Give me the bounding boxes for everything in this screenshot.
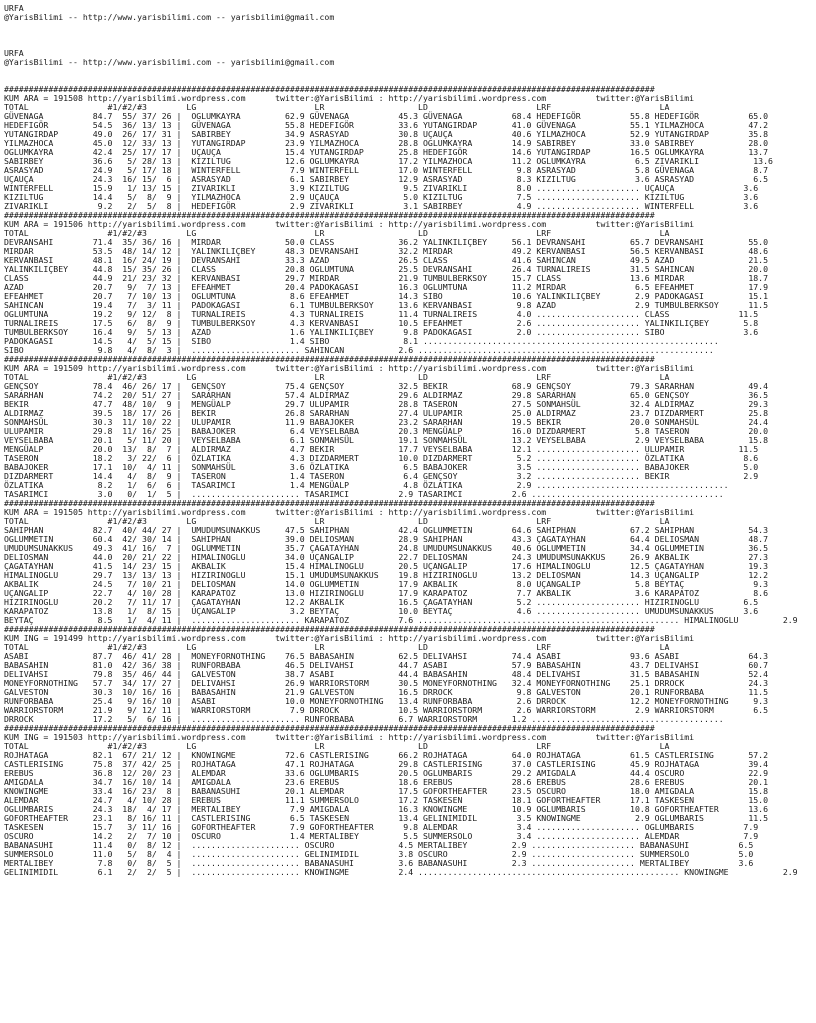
text-line: TURNALIREIS 17.5 6/ 8/ 9 | TUMBULBERKSOY 4.3 KERVANBASI 10.5 EFEAHMET 2.6 ..................... YALINKILIÇBEY 5.8 <box>4 318 759 328</box>
text-line: BEKIR 47.7 48/ 10/ 9 | MENGÜALP 29.7 ULUPAMIR 28.8 TASERON 27.5 SONMAHSÜL 32.4 ALDIRMAZ 29.3 <box>4 399 769 409</box>
text-line: CLASS 44.9 21/ 23/ 32 | KERVANBASI 29.7 MIRDAR 21.9 TUMBULBERKSOY 15.7 CLASS 13.6 MIRDAR 18.7 <box>4 273 769 283</box>
text-line: VEYSELBABA 20.1 5/ 11/ 20 | VEYSELBABA 6.1 SONMAHSÜL 19.1 SONMAHSÜL 13.2 VEYSELBABA 2.9 VEYSELBABA 15.8 <box>4 435 769 445</box>
text-line: GOFORTHEAFTER 23.1 8/ 16/ 11 | CASTLERISING 6.5 TASKESEN 13.4 GELINIMIDIL 3.5 KNOWINGME 2.9 OGLUMBARIS 11.5 <box>4 813 769 823</box>
text-line: MONEYFORNOTHING 57.7 34/ 17/ 27 | DELIVAHSI 26.9 WARRIORSTORM 30.5 MONEYFORNOTHING 32.4 MONEYFORNOTHING 25.1 DRROCK 24.3 <box>4 678 769 688</box>
text-line: TOTAL #1/#2/#3 LG LR LD LRF LA <box>4 102 670 112</box>
text-line: UÇAUÇA 24.3 16/ 15/ 6 | ASRASYAD 6.1 SABIRBEY 12.9 ASRASYAD 8.3 KIZILTUG 3.6 ASRASYAD 6.5 <box>4 174 769 184</box>
text-line: TASKESEN 15.7 3/ 11/ 16 | GOFORTHEAFTER 7.9 GOFORTHEAFTER 9.8 ALEMDAR 3.4 ..................... OGLUMBARIS 7.9 <box>4 822 759 832</box>
text-line: OGLUMBARIS 24.3 18/ 4/ 17 | MERTALIBEY 7.9 AMIGDALA 16.3 KNOWINGME 10.9 OGLUMBARIS 10.8 GOFORTHEAFTER 13.6 <box>4 804 769 814</box>
text-line: MENGÜALP 20.0 13/ 8/ 7 | ALDIRMAZ 4.7 BEKIR 17.7 VEYSELBABA 12.1 ..................... ULUPAMIR 11.5 <box>4 444 759 454</box>
text-line: SAHINCAN 19.4 7/ 3/ 11 | PADOKAGASI 6.1 TUMBULBERKSOY 13.6 KERVANBASI 9.8 AZAD 2.9 TUMBULBERKSOY 11.5 <box>4 300 769 310</box>
text-line: KUM ARA = 191508 http://yarisbilimi.wordpress.com twitter:@YarisBilimi : http://yarisbilimi.wordpress.com twitter:@YarisBilimi <box>4 93 695 103</box>
text-line: BABASAHIN 81.0 42/ 36/ 38 | RUNFORBABA 46.5 DELIVAHSI 44.7 ASABI 57.9 BABASAHIN 43.7 DELIVAHSI 60.7 <box>4 660 769 670</box>
separator-line: #################################################################################################################################### <box>4 210 655 220</box>
text-line: ÇAGATAYHAN 41.5 14/ 23/ 15 | AKBALIK 15.4 HIMALINOGLU 20.5 UÇANGALIP 17.6 HIMALINOGLU 12.5 ÇAGATAYHAN 19.3 <box>4 561 769 571</box>
text-line: KIZILTUG 14.4 5/ 8/ 9 | YILMAZHOCA 2.9 UÇAUÇA 5.0 KIZILTUG 7.5 ..................... KIZILTUG 3.6 <box>4 192 759 202</box>
text-line: YALINKILIÇBEY 44.8 15/ 35/ 26 | CLASS 20.8 OGLUMTUNA 25.5 DEVRANSAHI 26.4 TURNALIREIS 31.5 SAHINCAN 20.0 <box>4 264 769 274</box>
text-line: OGLUMKAYRA 42.4 25/ 17/ 17 | UÇAUÇA 15.4 YUTANGIRDAP 25.8 HEDEFIGÖR 14.6 YUTANGIRDAP 16.5 OGLUMKAYRA 13.7 <box>4 147 769 157</box>
separator-line: #################################################################################################################################### <box>4 84 655 94</box>
text-line: KNOWINGME 33.4 16/ 23/ 8 | BABANASUHI 20.1 ALEMDAR 17.5 GOFORTHEAFTER 23.5 OSCURO 18.0 AMIGDALA 15.8 <box>4 786 769 796</box>
text-line: KERVANBASI 48.1 16/ 24/ 19 | DEVRANSAHI 33.3 AZAD 26.5 CLASS 41.6 SAHINCAN 49.5 AZAD 21.5 <box>4 255 769 265</box>
text-line: HEDEFIGÖR 54.5 36/ 13/ 13 | GÜVENAGA 55.8 HEDEFIGÖR 33.6 YUTANGIRDAP 41.0 GÜVENAGA 55.1 YILMAZHOCA 47.2 <box>4 120 769 130</box>
text-line: WINTERFELL 15.9 1/ 13/ 15 | ZIVARIKLI 3.9 KIZILTUG 9.5 ZIVARIKLI 8.0 ..................... UÇAUÇA 3.6 <box>4 183 759 193</box>
text-line: KUM ARA = 191505 http://yarisbilimi.wordpress.com twitter:@YarisBilimi : http://yarisbilimi.wordpress.com twitter:@YarisBilimi <box>4 507 695 517</box>
text-line: KUM ING = 191499 http://yarisbilimi.wordpress.com twitter:@YarisBilimi : http://yarisbilimi.wordpress.com twitter:@YarisBilimi <box>4 633 695 643</box>
text-line: GÜVENAGA 84.7 55/ 37/ 26 | OGLUMKAYRA 62.9 GÜVENAGA 45.3 GÜVENAGA 68.4 HEDEFIGÖR 55.8 HEDEFIGÖR 65.0 <box>4 111 769 121</box>
text-line: ALDIRMAZ 39.5 18/ 17/ 26 | BEKIR 26.8 SARARHAN 27.4 ULUPAMIR 25.0 ALDIRMAZ 23.7 DIZDARMERT 25.8 <box>4 408 769 418</box>
text-line: DELIOSMAN 44.0 20/ 21/ 22 | HIMALINOGLU 34.0 UÇANGALIP 22.7 DELIOSMAN 24.3 UMUDUMSUNAKKUS 26.9 AKBALIK 27.3 <box>4 552 769 562</box>
text-line: OSCURO 14.2 2/ 7/ 10 | OSCURO 1.4 MERTALIBEY 5.5 SUMMERSOLO 3.4 ..................... ALEMDAR 7.9 <box>4 831 759 841</box>
text-line: SIBO 9.8 4/ 8/ 3 | ...................... SAHINCAN 2.6 ............................................................ <box>4 345 714 355</box>
text-line: TOTAL #1/#2/#3 LG LR LD LRF LA <box>4 372 670 382</box>
text-line: MIRDAR 53.5 48/ 14/ 12 | YALINKILIÇBEY 48.3 DEVRANSAHI 32.2 MIRDAR 49.2 KERVANBASI 56.5 KERVANBASI 48.6 <box>4 246 769 256</box>
text-line: URFA <box>4 48 24 58</box>
text-line: SONMAHSÜL 30.3 11/ 10/ 22 | ULUPAMIR 11.9 BABAJOKER 23.2 SARARHAN 19.5 BEKIR 20.0 SONMAHSÜL 24.4 <box>4 417 769 427</box>
separator-line: #################################################################################################################################### <box>4 354 655 364</box>
text-line: YILMAZHOCA 45.0 12/ 33/ 13 | YUTANGIRDAP 23.9 YILMAZHOCA 28.8 OGLUMKAYRA 14.9 SABIRBEY 33.0 SABIRBEY 28.0 <box>4 138 769 148</box>
text-line: SABIRBEY 36.6 5/ 28/ 13 | KIZILTUG 12.6 OGLUMKAYRA 17.2 YILMAZHOCA 11.2 OGLUMKAYRA 6.5 ZIVARIKLI 13.6 <box>4 156 773 166</box>
text-line: RUNFORBABA 25.4 9/ 16/ 10 | ASABI 10.0 MONEYFORNOTHING 13.4 RUNFORBABA 2.6 DRROCK 12.2 MONEYFORNOTHING 9.3 <box>4 696 769 706</box>
text-line: ROJHATAGA 82.1 67/ 21/ 12 | KNOWINGME 72.6 CASTLERISING 66.2 ROJHATAGA 64.0 ROJHATAGA 61.5 CASTLERISING 57.2 <box>4 750 769 760</box>
text-line: ULUPAMIR 29.8 11/ 16/ 25 | BABAJOKER 6.4 VEYSELBABA 20.3 MENGÜALP 16.0 DIZDARMERT 5.8 TASERON 20.0 <box>4 426 769 436</box>
text-line <box>4 67 816 76</box>
text-line: YUTANGIRDAP 49.0 26/ 17/ 31 | SABIRBEY 34.9 ASRASYAD 30.8 UÇAUÇA 40.6 YILMAZHOCA 52.9 YUTANGIRDAP 35.8 <box>4 129 769 139</box>
text-line: SARARHAN 74.2 20/ 51/ 27 | SARARHAN 57.4 ALDIRMAZ 29.6 ALDIRMAZ 29.8 SARARHAN 65.0 GENÇSOY 36.5 <box>4 390 769 400</box>
text-line: AKBALIK 24.5 7/ 10/ 21 | DELIOSMAN 14.0 OGLUMMETIN 17.9 AKBALIK 8.0 UÇANGALIP 5.8 BEYTAÇ 9.3 <box>4 579 769 589</box>
text-line: WARRIORSTORM 21.9 9/ 12/ 11 | WARRIORSTORM 7.9 DRROCK 10.5 WARRIORSTORM 2.6 WARRIORSTORM 2.9 WARRIORSTORM 6.5 <box>4 705 769 715</box>
text-line: TASERON 18.2 3/ 22/ 6 | ÖZLATIKA 4.3 DIZDARMERT 10.0 DIZDARMERT 5.2 ..................... ÖZLATIKA 8.6 <box>4 453 759 463</box>
text-line: URFA <box>4 3 24 13</box>
text-line: DELIVAHSI 79.8 35/ 46/ 44 | GALVESTON 38.7 ASABI 44.4 BABASAHIN 48.4 DELIVAHSI 31.5 BABASAHIN 52.4 <box>4 669 769 679</box>
text-line <box>4 31 816 40</box>
text-line: TUMBULBERKSOY 16.4 9/ 5/ 13 | AZAD 1.6 YALINKILIÇBEY 9.8 PADOKAGASI 2.0 ..................... SIBO 3.6 <box>4 327 759 337</box>
text-line: SUMMERSOLO 11.0 5/ 8/ 4 | ...................... GELINIMIDIL 3.8 OSCURO 2.9 ..................... SUMMERSOLO 5.0 <box>4 849 754 859</box>
text-line: ASRASYAD 24.9 5/ 17/ 18 | WINTERFELL 7.9 WINTERFELL 17.0 WINTERFELL 9.8 ASRASYAD 5.8 GÜVENAGA 8.7 <box>4 165 769 175</box>
separator-line: #################################################################################################################################### <box>4 624 655 634</box>
text-line: BABAJOKER 17.1 10/ 4/ 11 | SONMAHSÜL 3.6 ÖZLATIKA 6.5 BABAJOKER 3.5 ..................... BABAJOKER 5.0 <box>4 462 759 472</box>
text-line: GALVESTON 30.3 10/ 16/ 16 | BABASAHIN 21.9 GALVESTON 16.5 DRROCK 9.8 GALVESTON 20.1 RUNFORBABA 11.5 <box>4 687 769 697</box>
text-line: EFEAHMET 20.7 7/ 10/ 13 | OGLUMTUNA 8.6 EFEAHMET 14.3 SIBO 10.6 YALINKILIÇBEY 2.9 PADOKAGASI 15.1 <box>4 291 769 301</box>
text-line: KUM ARA = 191506 http://yarisbilimi.wordpress.com twitter:@YarisBilimi : http://yarisbilimi.wordpress.com twitter:@YarisBilimi <box>4 219 695 229</box>
text-line: UMUDUMSUNAKKUS 49.3 41/ 16/ 7 | OGLUMMETIN 35.7 ÇAGATAYHAN 24.8 UMUDUMSUNAKKUS 40.6 OGLUMMETIN 34.4 OGLUMMETIN 36.5 <box>4 543 769 553</box>
text-line: TOTAL #1/#2/#3 LG LR LD LRF LA <box>4 642 670 652</box>
text-line: @YarisBilimi -- http://www.yarisbilimi.com -- yarisbilimi@gmail.com <box>4 12 335 22</box>
separator-line: #################################################################################################################################### <box>4 723 655 733</box>
text-line: TOTAL #1/#2/#3 LG LR LD LRF LA <box>4 741 670 751</box>
text-line: BABANASUHI 11.4 0/ 8/ 12 | ...................... OSCURO 4.5 MERTALIBEY 2.9 ..................... BABANASUHI 6.5 <box>4 840 754 850</box>
text-line: ASABI 87.7 46/ 41/ 28 | MONEYFORNOTHING 76.5 BABASAHIN 62.5 DELIVAHSI 74.4 ASABI 93.6 ASABI 64.3 <box>4 651 769 661</box>
text-line: @YarisBilimi -- http://www.yarisbilimi.com -- yarisbilimi@gmail.com <box>4 57 335 67</box>
text-line: OGLUMTUNA 19.2 9/ 12/ 8 | TURNALIREIS 4.3 TURNALIREIS 11.4 TURNALIREIS 4.0 ..................... CLASS 11.5 <box>4 309 759 319</box>
text-line: SAHIPHAN 82.7 40/ 44/ 27 | UMUDUMSUNAKKUS 47.5 SAHIPHAN 42.4 OGLUMMETIN 64.6 SAHIPHAN 67.2 SAHIPHAN 54.3 <box>4 525 769 535</box>
text-line: TOTAL #1/#2/#3 LG LR LD LRF LA <box>4 228 670 238</box>
text-line: GENÇSOY 78.4 46/ 26/ 17 | GENÇSOY 75.4 GENÇSOY 32.5 BEKIR 68.9 GENÇSOY 79.3 SARARHAN 49.4 <box>4 381 769 391</box>
text-line: CASTLERISING 75.8 37/ 42/ 25 | ROJHATAGA 47.1 ROJHATAGA 29.8 CASTLERISING 37.0 CASTLERISING 45.9 ROJHATAGA 39.4 <box>4 759 769 769</box>
text-line <box>4 22 816 31</box>
text-line <box>4 40 816 49</box>
text-line: KUM ARA = 191509 http://yarisbilimi.wordpress.com twitter:@YarisBilimi : http://yarisbilimi.wordpress.com twitter:@YarisBilimi <box>4 363 695 373</box>
text-line: AZAD 20.7 9/ 7/ 13 | EFEAHMET 20.4 PADOKAGASI 16.3 OGLUMTUNA 11.2 MIRDAR 6.5 EFEAHMET 17.9 <box>4 282 769 292</box>
text-line: AMIGDALA 34.7 16/ 10/ 14 | AMIGDALA 23.6 EREBUS 18.6 EREBUS 28.6 EREBUS 28.6 EREBUS 20.1 <box>4 777 769 787</box>
text-line: PADOKAGASI 14.5 4/ 5/ 15 | SIBO 1.4 SIBO 8.1 ............................................................ <box>4 336 719 346</box>
text-line: MERTALIBEY 7.8 0/ 8/ 5 | ...................... BABANASUHI 3.6 BABANASUHI 2.3 ..................... MERTALIBEY 3.6 <box>4 858 754 868</box>
text-line: TOTAL #1/#2/#3 LG LR LD LRF LA <box>4 516 670 526</box>
text-line: BEYTAÇ 8.5 1/ 4/ 11 | ...................... KARAPATOZ 7.6 ..................................................... HIMALINOGLU 2.9 <box>4 615 798 625</box>
text-line: HIZIRINOGLU 20.2 7/ 11/ 17 | ÇAGATAYHAN 12.2 AKBALIK 16.5 ÇAGATAYHAN 5.2 ..................... HIZIRINOGLU 6.5 <box>4 597 759 607</box>
text-line: OGLUMMETIN 60.4 42/ 30/ 14 | SAHIPHAN 39.0 DELIOSMAN 28.9 SAHIPHAN 43.3 ÇAGATAYHAN 64.4 DELIOSMAN 48.7 <box>4 534 769 544</box>
text-line: DRROCK 17.2 5/ 6/ 16 | ...................... RUNFORBABA 6.7 WARRIORSTORM 1.2 ....................................... <box>4 714 724 724</box>
text-line: EREBUS 36.8 12/ 20/ 23 | ALEMDAR 33.6 OGLUMBARIS 20.5 OGLUMBARIS 29.2 AMIGDALA 44.4 OSCURO 22.9 <box>4 768 769 778</box>
text-line: UÇANGALIP 22.7 4/ 10/ 28 | KARAPATOZ 13.0 HIZIRINOGLU 17.9 KARAPATOZ 7.7 AKBALIK 3.6 KARAPATOZ 8.6 <box>4 588 769 598</box>
separator-line: #################################################################################################################################### <box>4 498 655 508</box>
text-line: HIMALINOGLU 29.7 13/ 13/ 13 | HIZIRINOGLU 15.1 UMUDUMSUNAKKUS 19.8 HIZIRINOGLU 13.2 DELIOSMAN 14.3 UÇANGALIP 12.2 <box>4 570 769 580</box>
text-line: ALEMDAR 24.7 4/ 10/ 28 | EREBUS 11.1 SUMMERSOLO 17.2 TASKESEN 18.1 GOFORTHEAFTER 17.1 TASKESEN 15.0 <box>4 795 769 805</box>
text-line: KUM ING = 191503 http://yarisbilimi.wordpress.com twitter:@YarisBilimi : http://yarisbilimi.wordpress.com twitter:@YarisBilimi <box>4 732 695 742</box>
text-line: ÖZLATIKA 8.2 1/ 6/ 6 | TASARIMCI 1.4 MENGÜALP 4.8 ÖZLATIKA 2.9 ....................................... <box>4 480 729 490</box>
text-line: ZIVARIKLI 9.2 2/ 5/ 8 | HEDEFIGÖR 2.9 ZIVARIKLI 3.1 SABIRBEY 4.9 ..................... WINTERFELL 3.6 <box>4 201 759 211</box>
text-line: GELINIMIDIL 6.1 2/ 2/ 5 | ...................... KNOWINGME 2.4 ..................................................... KNOWINGME 2.9 <box>4 867 798 877</box>
text-line: KARAPATOZ 13.8 1/ 8/ 15 | UÇANGALIP 3.2 BEYTAÇ 10.0 BEYTAÇ 4.6 ..................... UMUDUMSUNAKKUS 3.6 <box>4 606 759 616</box>
text-line: DEVRANSAHI 71.4 35/ 36/ 16 | MIRDAR 50.0 CLASS 36.2 YALINKILIÇBEY 56.1 DEVRANSAHI 65.7 DEVRANSAHI 55.0 <box>4 237 769 247</box>
text-line: DIZDARMERT 14.4 4/ 8/ 9 | TASERON 1.4 TASERON 6.4 GENÇSOY 3.2 ..................... BEKIR 2.9 <box>4 471 759 481</box>
text-line: TASARIMCI 3.0 0/ 1/ 5 | ...................... TASARIMCI 2.9 TASARIMCI 2.6 ....................................... <box>4 489 724 499</box>
